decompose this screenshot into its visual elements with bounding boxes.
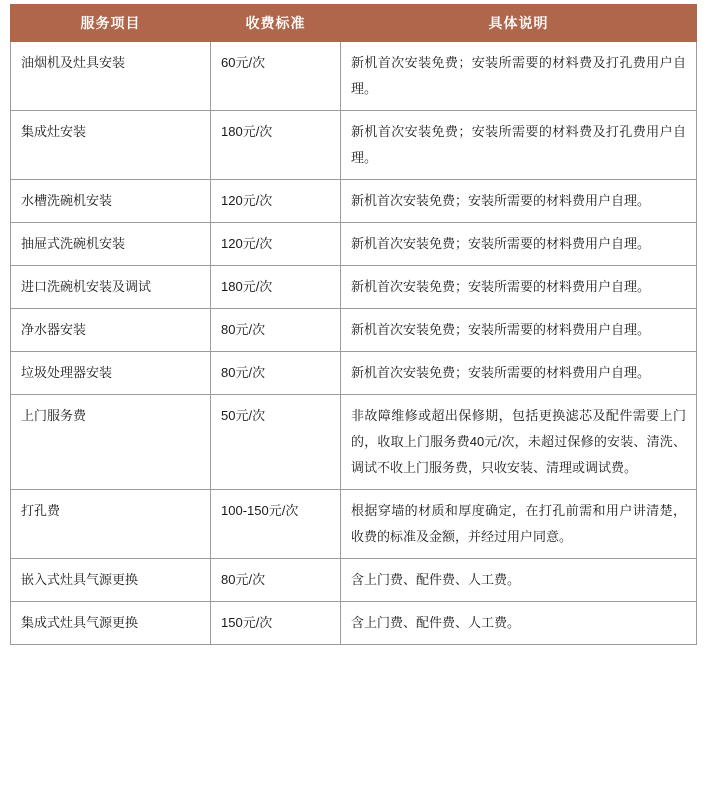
description-text: 新机首次安装免费；安装所需要的材料费用户自理。: [351, 236, 651, 251]
service-price-table: [10, 4, 697, 645]
description-text: 新机首次安装免费；安装所需要的材料费用户自理。: [351, 279, 651, 294]
cell-service: 打孔费: [11, 490, 211, 559]
cell-price: 150元/次: [211, 602, 341, 645]
column-header-service: 服务项目: [11, 5, 211, 42]
cell-price: 60元/次: [211, 42, 341, 111]
table-row: [11, 111, 697, 180]
cell-price: 80元/次: [211, 352, 341, 395]
cell-service: 上门服务费: [11, 395, 211, 490]
cell-description: [341, 309, 697, 352]
cell-description: [341, 559, 697, 602]
description-text: 新机首次安装免费；安装所需要的材料费用户自理。: [351, 193, 651, 208]
price-sheet: [0, 4, 706, 645]
column-header-description: 具体说明: [341, 5, 697, 42]
cell-description: [341, 266, 697, 309]
cell-service: 集成式灶具气源更换: [11, 602, 211, 645]
cell-description: [341, 490, 697, 559]
cell-description: [341, 111, 697, 180]
cell-service: 油烟机及灶具安装: [11, 42, 211, 111]
table-header-row: [11, 5, 697, 42]
cell-service: 进口洗碗机安装及调试: [11, 266, 211, 309]
cell-service: 集成灶安装: [11, 111, 211, 180]
cell-description: [341, 180, 697, 223]
cell-description: [341, 223, 697, 266]
column-header-price: 收费标准: [211, 5, 341, 42]
cell-service: 嵌入式灶具气源更换: [11, 559, 211, 602]
table-header: [11, 5, 697, 42]
cell-price: 120元/次: [211, 180, 341, 223]
table-row: [11, 559, 697, 602]
table-row: [11, 395, 697, 490]
cell-service: 垃圾处理器安装: [11, 352, 211, 395]
cell-price: 180元/次: [211, 266, 341, 309]
table-row: [11, 180, 697, 223]
cell-service: 净水器安装: [11, 309, 211, 352]
cell-price: 100-150元/次: [211, 490, 341, 559]
description-text: 新机首次安装免费；安装所需要的材料费及打孔费用户自理。: [351, 55, 686, 96]
table-row: [11, 309, 697, 352]
cell-price: 120元/次: [211, 223, 341, 266]
cell-price: 180元/次: [211, 111, 341, 180]
description-text: 非故障维修或超出保修期，包括更换滤芯及配件需要上门的，收取上门服务费40元/次，未超过保修的安装、清洗、调试不收上门服务费，只收安装、清理或调试费。: [351, 408, 686, 475]
cell-price: 80元/次: [211, 309, 341, 352]
table-row: [11, 602, 697, 645]
description-text: 根据穿墙的材质和厚度确定，在打孔前需和用户讲清楚，收费的标准及金额，并经过用户同意。: [351, 503, 686, 544]
cell-description: [341, 602, 697, 645]
cell-service: 水槽洗碗机安装: [11, 180, 211, 223]
cell-price: 80元/次: [211, 559, 341, 602]
table-row: [11, 352, 697, 395]
cell-description: [341, 42, 697, 111]
cell-description: [341, 352, 697, 395]
description-text: 新机首次安装免费；安装所需要的材料费用户自理。: [351, 365, 651, 380]
cell-description: [341, 395, 697, 490]
table-row: [11, 42, 697, 111]
table-body: [11, 42, 697, 645]
description-text: 新机首次安装免费；安装所需要的材料费用户自理。: [351, 322, 651, 337]
table-row: [11, 223, 697, 266]
description-text: 含上门费、配件费、人工费。: [351, 615, 521, 630]
cell-price: 50元/次: [211, 395, 341, 490]
table-row: [11, 490, 697, 559]
description-text: 含上门费、配件费、人工费。: [351, 572, 521, 587]
description-text: 新机首次安装免费；安装所需要的材料费及打孔费用户自理。: [351, 124, 686, 165]
table-row: [11, 266, 697, 309]
cell-service: 抽屉式洗碗机安装: [11, 223, 211, 266]
